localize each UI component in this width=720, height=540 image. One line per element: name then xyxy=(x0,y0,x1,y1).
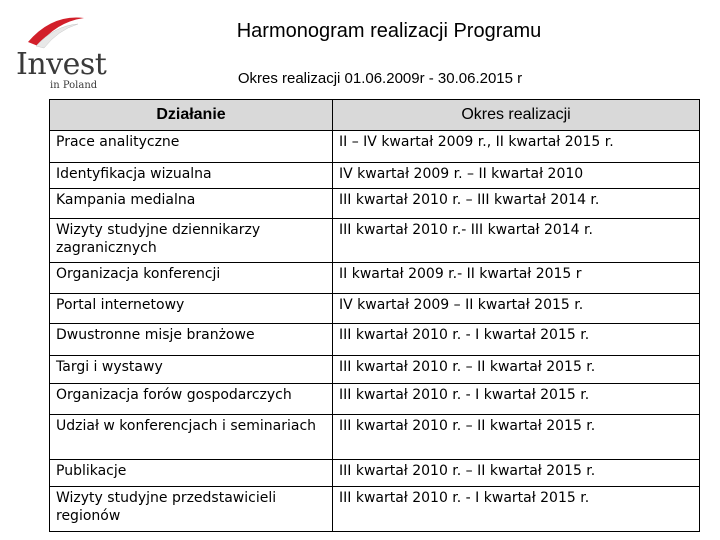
table-row xyxy=(50,131,700,163)
period-cell: III kwartał 2010 r. - I kwartał 2015 r. xyxy=(333,487,700,532)
action-cell: Organizacja konferencji xyxy=(50,263,333,294)
logo-word: Invest xyxy=(16,47,107,82)
period-cell: IV kwartał 2009 r. – II kwartał 2010 xyxy=(333,163,700,189)
table-header-row xyxy=(50,100,700,131)
table-row xyxy=(50,356,700,384)
table-row xyxy=(50,263,700,294)
period-cell: III kwartał 2010 r. – II kwartał 2015 r. xyxy=(333,356,700,384)
action-cell: Identyfikacja wizualna xyxy=(50,163,333,189)
table-row xyxy=(50,384,700,415)
period-cell: III kwartał 2010 r. – III kwartał 2014 r. xyxy=(333,189,700,219)
table-row xyxy=(50,487,700,532)
period-cell: II – IV kwartał 2009 r., II kwartał 2015 r. xyxy=(333,131,700,163)
table-row xyxy=(50,460,700,487)
program-period: Okres realizacji 01.06.2009r - 30.06.2015 r xyxy=(237,70,523,87)
action-cell: Prace analityczne xyxy=(50,131,333,163)
action-cell: Udział w konferencjach i seminariach xyxy=(50,415,333,460)
page-title: Harmonogram realizacji Programu xyxy=(236,20,542,42)
table-row xyxy=(50,163,700,189)
table-row xyxy=(50,189,700,219)
period-cell: III kwartał 2010 r. - I kwartał 2015 r. xyxy=(333,384,700,415)
action-cell: Publikacje xyxy=(50,460,333,487)
action-cell: Organizacja forów gospodarczych xyxy=(50,384,333,415)
table-row xyxy=(50,324,700,356)
table-row xyxy=(50,219,700,263)
header-period: Okres realizacji xyxy=(333,100,700,131)
action-cell: Portal internetowy xyxy=(50,294,333,324)
period-cell: III kwartał 2010 r.- III kwartał 2014 r. xyxy=(333,219,700,263)
logo-subtitle: in Poland xyxy=(50,80,98,91)
schedule-table xyxy=(49,99,700,532)
action-cell: Kampania medialna xyxy=(50,189,333,219)
action-cell: Targi i wystawy xyxy=(50,356,333,384)
action-cell: Dwustronne misje branżowe xyxy=(50,324,333,356)
period-cell: III kwartał 2010 r. – II kwartał 2015 r. xyxy=(333,415,700,460)
action-cell: Wizyty studyjne dziennikarzy zagranicznych xyxy=(50,219,333,263)
table-row xyxy=(50,415,700,460)
header-action: Działanie xyxy=(50,100,333,131)
action-cell: Wizyty studyjne przedstawicieli regionów xyxy=(50,487,333,532)
period-cell: III kwartał 2010 r. – II kwartał 2015 r. xyxy=(333,460,700,487)
period-cell: II kwartał 2009 r.- II kwartał 2015 r xyxy=(333,263,700,294)
period-cell: III kwartał 2010 r. - I kwartał 2015 r. xyxy=(333,324,700,356)
table-row xyxy=(50,294,700,324)
period-cell: IV kwartał 2009 – II kwartał 2015 r. xyxy=(333,294,700,324)
